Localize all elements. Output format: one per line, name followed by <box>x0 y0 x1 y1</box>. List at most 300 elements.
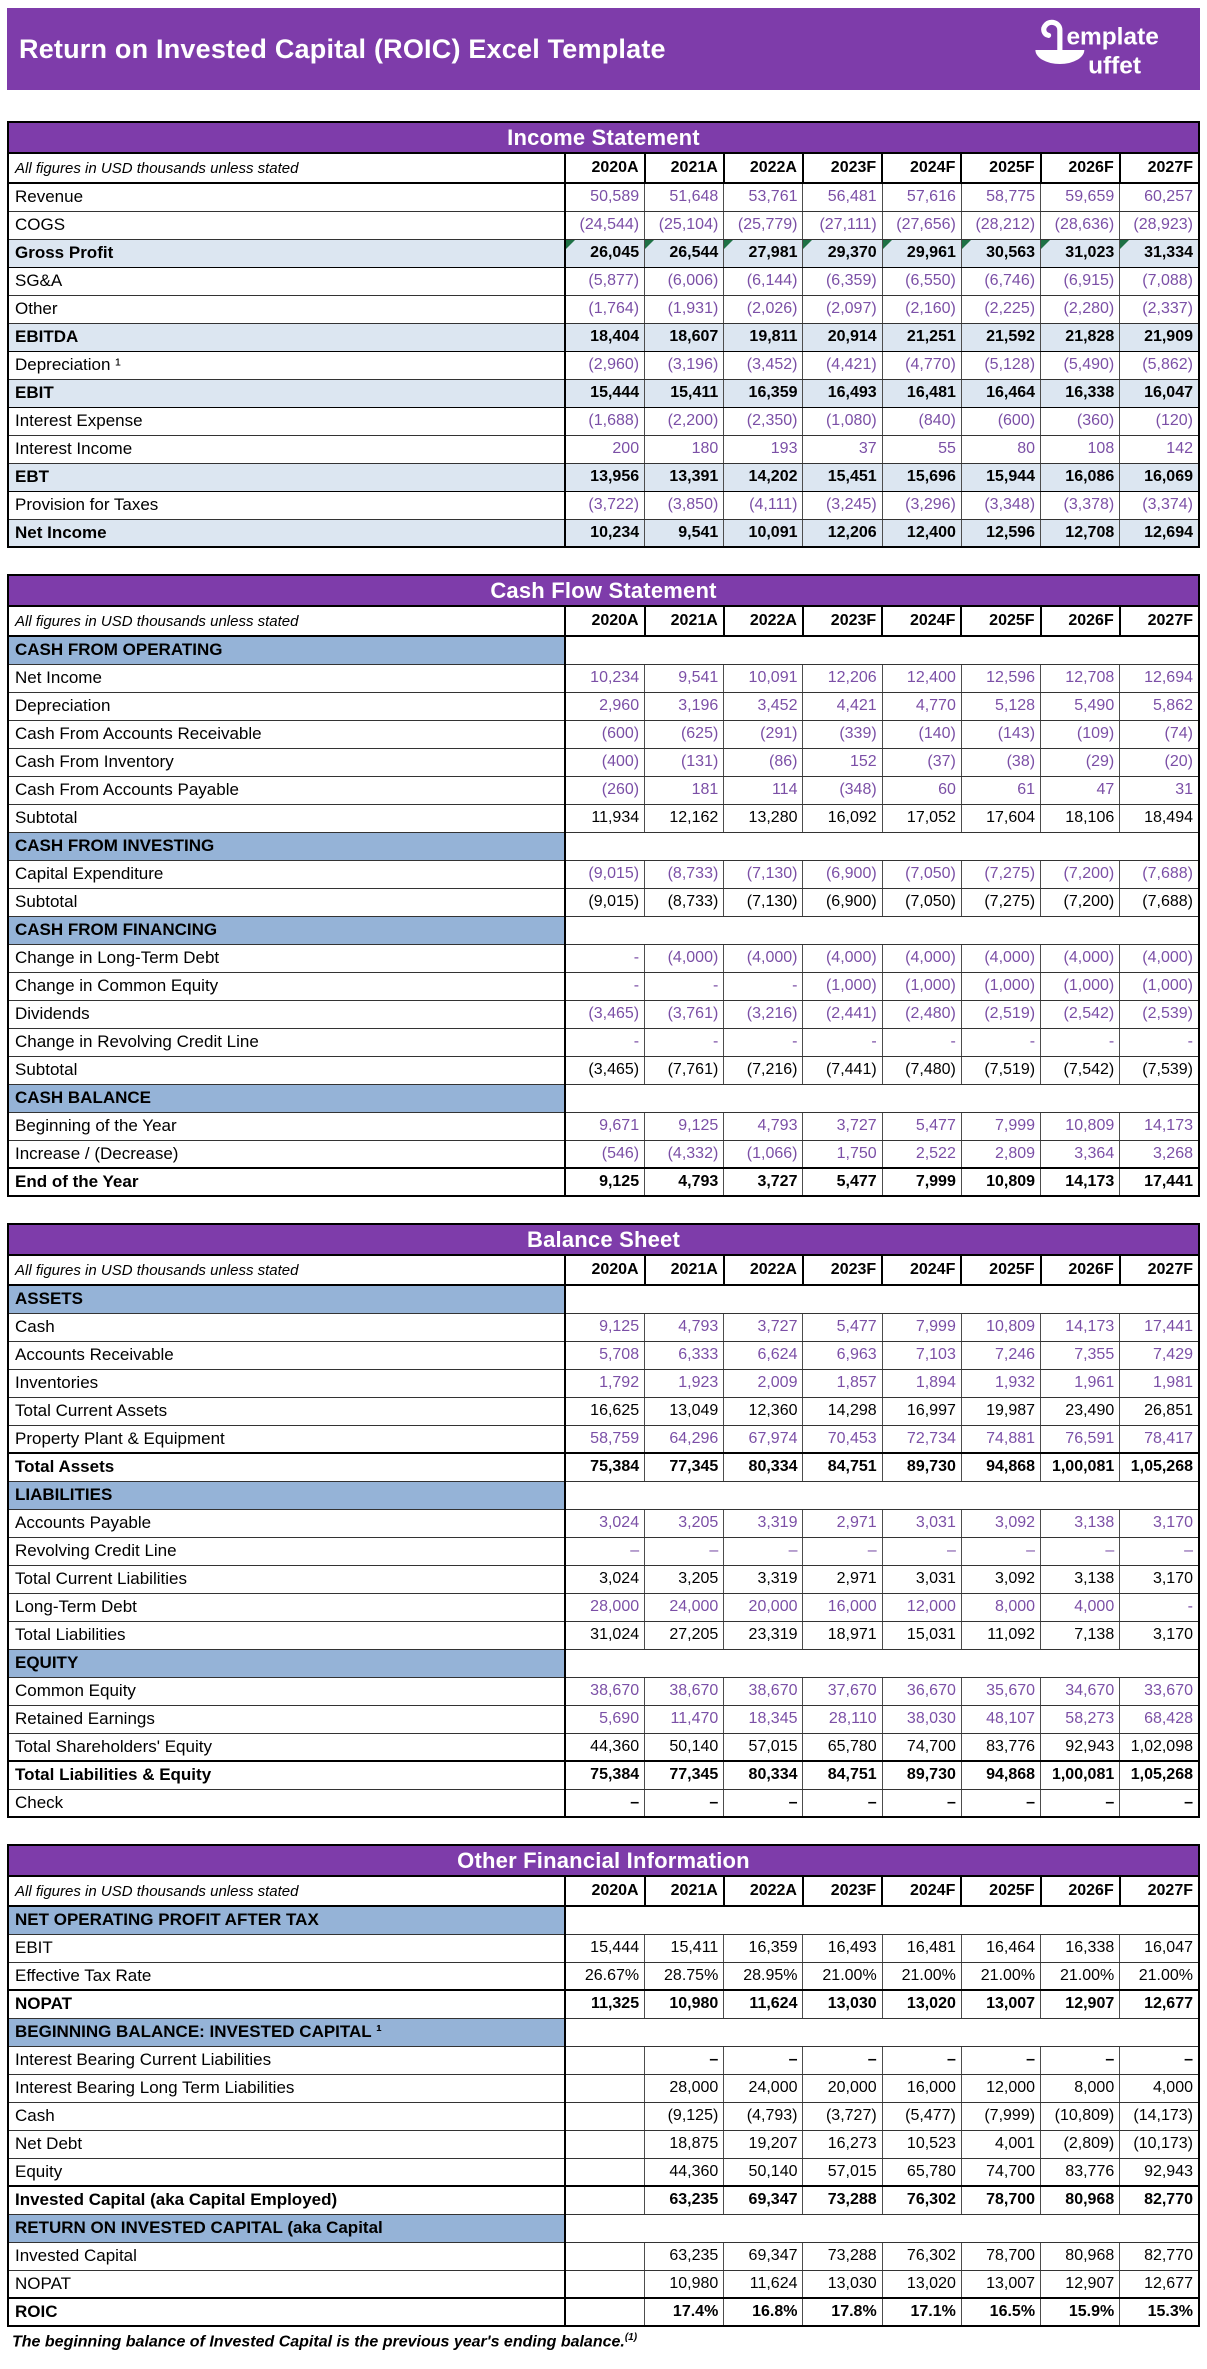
year-column-header[interactable]: 2023F <box>803 1876 882 1906</box>
value-cell[interactable]: 18,607 <box>645 323 724 351</box>
value-cell[interactable]: 14,173 <box>1041 1313 1120 1341</box>
value-cell[interactable]: 82,770 <box>1120 2242 1199 2270</box>
value-cell[interactable]: 78,700 <box>961 2186 1040 2214</box>
year-column-header[interactable]: 2023F <box>803 606 882 636</box>
row-label[interactable]: Total Shareholders' Equity <box>8 1733 565 1761</box>
value-cell[interactable]: (7,275) <box>961 860 1040 888</box>
value-cell[interactable]: 11,624 <box>724 2270 803 2298</box>
value-cell[interactable]: 1,857 <box>803 1369 882 1397</box>
value-cell[interactable]: 31 <box>1120 776 1199 804</box>
value-cell[interactable]: 7,103 <box>882 1341 961 1369</box>
value-cell[interactable]: 51,648 <box>645 183 724 211</box>
value-cell[interactable]: - <box>565 1028 644 1056</box>
value-cell[interactable]: 78,417 <box>1120 1425 1199 1453</box>
value-cell[interactable]: 152 <box>803 748 882 776</box>
value-cell[interactable]: 12,677 <box>1120 1990 1199 2018</box>
value-cell[interactable]: 28,110 <box>803 1705 882 1733</box>
value-cell[interactable]: 15,444 <box>565 379 644 407</box>
value-cell[interactable]: 26,045 <box>565 239 644 267</box>
row-label[interactable]: CASH FROM OPERATING <box>8 636 565 664</box>
value-cell[interactable]: (4,793) <box>724 2102 803 2130</box>
value-cell[interactable]: 15,411 <box>645 1934 724 1962</box>
year-column-header[interactable]: 2025F <box>961 1255 1040 1285</box>
value-cell[interactable]: (8,733) <box>645 888 724 916</box>
value-cell[interactable]: 74,881 <box>961 1425 1040 1453</box>
value-cell[interactable]: 1,792 <box>565 1369 644 1397</box>
value-cell[interactable]: 1,05,268 <box>1120 1761 1199 1789</box>
value-cell[interactable]: 5,477 <box>803 1313 882 1341</box>
value-cell[interactable]: (74) <box>1120 720 1199 748</box>
year-column-header[interactable]: 2022A <box>724 1876 803 1906</box>
row-label[interactable]: Revenue <box>8 183 565 211</box>
value-cell[interactable]: 5,490 <box>1041 692 1120 720</box>
value-cell[interactable]: (4,000) <box>961 944 1040 972</box>
value-cell[interactable]: 5,708 <box>565 1341 644 1369</box>
value-cell[interactable]: 3,727 <box>803 1112 882 1140</box>
value-cell[interactable]: (109) <box>1041 720 1120 748</box>
row-label[interactable]: Beginning of the Year <box>8 1112 565 1140</box>
row-label[interactable]: Cash From Accounts Payable <box>8 776 565 804</box>
value-cell[interactable]: (2,280) <box>1041 295 1120 323</box>
value-cell[interactable]: 60 <box>882 776 961 804</box>
value-cell[interactable]: (1,080) <box>803 407 882 435</box>
row-label[interactable]: EBITDA <box>8 323 565 351</box>
value-cell[interactable]: 4,770 <box>882 692 961 720</box>
value-cell[interactable]: 3,452 <box>724 692 803 720</box>
value-cell[interactable]: 55 <box>882 435 961 463</box>
year-column-header[interactable]: 2027F <box>1120 1876 1199 1906</box>
value-cell[interactable]: 12,360 <box>724 1397 803 1425</box>
value-cell[interactable]: 36,670 <box>882 1677 961 1705</box>
value-cell[interactable]: 70,453 <box>803 1425 882 1453</box>
value-cell[interactable]: (4,000) <box>803 944 882 972</box>
value-cell[interactable]: – <box>645 2046 724 2074</box>
value-cell[interactable]: (546) <box>565 1140 644 1168</box>
row-label[interactable]: Check <box>8 1789 565 1817</box>
value-cell[interactable]: 38,670 <box>724 1677 803 1705</box>
value-cell[interactable]: 17,441 <box>1120 1168 1199 1196</box>
value-cell[interactable]: (840) <box>882 407 961 435</box>
value-cell[interactable]: (140) <box>882 720 961 748</box>
row-label[interactable]: CASH FROM INVESTING <box>8 832 565 860</box>
value-cell[interactable]: 3,364 <box>1041 1140 1120 1168</box>
value-cell[interactable]: 74,700 <box>882 1733 961 1761</box>
value-cell[interactable]: (24,544) <box>565 211 644 239</box>
value-cell[interactable]: 21.00% <box>1120 1962 1199 1990</box>
value-cell[interactable]: – <box>882 1789 961 1817</box>
value-cell[interactable]: (2,026) <box>724 295 803 323</box>
value-cell[interactable]: 77,345 <box>645 1761 724 1789</box>
value-cell[interactable]: - <box>1120 1028 1199 1056</box>
value-cell[interactable]: 12,596 <box>961 664 1040 692</box>
row-label[interactable]: Gross Profit <box>8 239 565 267</box>
value-cell[interactable]: 60,257 <box>1120 183 1199 211</box>
value-cell[interactable]: 12,907 <box>1041 1990 1120 2018</box>
value-cell[interactable]: (2,350) <box>724 407 803 435</box>
value-cell[interactable]: 23,319 <box>724 1621 803 1649</box>
value-cell[interactable]: 7,999 <box>882 1313 961 1341</box>
value-cell[interactable]: (600) <box>565 720 644 748</box>
value-cell[interactable]: 180 <box>645 435 724 463</box>
value-cell[interactable]: (14,173) <box>1120 2102 1199 2130</box>
value-cell[interactable]: 31,023 <box>1041 239 1120 267</box>
value-cell[interactable]: 2,971 <box>803 1565 882 1593</box>
row-label[interactable]: LIABILITIES <box>8 1481 565 1509</box>
row-label[interactable]: EBIT <box>8 1934 565 1962</box>
row-label[interactable]: Total Assets <box>8 1453 565 1481</box>
value-cell[interactable]: - <box>1120 1593 1199 1621</box>
value-cell[interactable]: (3,196) <box>645 351 724 379</box>
year-column-header[interactable]: 2027F <box>1120 1255 1199 1285</box>
row-label[interactable]: Inventories <box>8 1369 565 1397</box>
value-cell[interactable]: 13,030 <box>803 1990 882 2018</box>
value-cell[interactable]: 35,670 <box>961 1677 1040 1705</box>
row-label[interactable]: Effective Tax Rate <box>8 1962 565 1990</box>
value-cell[interactable]: 50,589 <box>565 183 644 211</box>
row-label[interactable]: Other <box>8 295 565 323</box>
value-cell[interactable]: 20,914 <box>803 323 882 351</box>
value-cell[interactable]: 12,694 <box>1120 664 1199 692</box>
value-cell[interactable]: 17,052 <box>882 804 961 832</box>
value-cell[interactable]: 7,999 <box>961 1112 1040 1140</box>
value-cell[interactable]: - <box>565 944 644 972</box>
value-cell[interactable]: 17.1% <box>882 2298 961 2326</box>
row-label[interactable]: Subtotal <box>8 1056 565 1084</box>
row-label[interactable]: Cash From Accounts Receivable <box>8 720 565 748</box>
value-cell[interactable]: 1,05,268 <box>1120 1453 1199 1481</box>
value-cell[interactable]: (360) <box>1041 407 1120 435</box>
value-cell[interactable]: (86) <box>724 748 803 776</box>
value-cell[interactable]: - <box>1041 1028 1120 1056</box>
row-label[interactable]: COGS <box>8 211 565 239</box>
value-cell[interactable]: 3,138 <box>1041 1509 1120 1537</box>
row-label[interactable]: Revolving Credit Line <box>8 1537 565 1565</box>
value-cell[interactable]: 84,751 <box>803 1761 882 1789</box>
value-cell[interactable]: 1,932 <box>961 1369 1040 1397</box>
value-cell[interactable]: (1,764) <box>565 295 644 323</box>
value-cell[interactable]: 13,280 <box>724 804 803 832</box>
value-cell[interactable]: (120) <box>1120 407 1199 435</box>
year-column-header[interactable]: 2024F <box>882 1876 961 1906</box>
value-cell[interactable]: 59,659 <box>1041 183 1120 211</box>
value-cell[interactable]: 16,625 <box>565 1397 644 1425</box>
value-cell[interactable]: 16,338 <box>1041 1934 1120 1962</box>
year-column-header[interactable]: 2027F <box>1120 606 1199 636</box>
value-cell[interactable]: 37 <box>803 435 882 463</box>
value-cell[interactable]: 76,591 <box>1041 1425 1120 1453</box>
value-cell[interactable]: (6,144) <box>724 267 803 295</box>
value-cell[interactable]: (7,088) <box>1120 267 1199 295</box>
year-column-header[interactable]: 2020A <box>565 606 644 636</box>
value-cell[interactable]: 30,563 <box>961 239 1040 267</box>
value-cell[interactable]: 82,770 <box>1120 2186 1199 2214</box>
value-cell[interactable]: 12,907 <box>1041 2270 1120 2298</box>
value-cell[interactable]: (7,216) <box>724 1056 803 1084</box>
row-label[interactable]: Net Income <box>8 664 565 692</box>
value-cell[interactable]: – <box>803 2046 882 2074</box>
row-label[interactable]: Change in Revolving Credit Line <box>8 1028 565 1056</box>
value-cell[interactable]: - <box>724 972 803 1000</box>
value-cell[interactable] <box>565 2298 644 2326</box>
value-cell[interactable]: 38,670 <box>645 1677 724 1705</box>
value-cell[interactable]: 6,624 <box>724 1341 803 1369</box>
value-cell[interactable]: 5,862 <box>1120 692 1199 720</box>
year-column-header[interactable]: 2025F <box>961 606 1040 636</box>
value-cell[interactable]: 16.8% <box>724 2298 803 2326</box>
value-cell[interactable] <box>565 2102 644 2130</box>
value-cell[interactable] <box>565 2242 644 2270</box>
value-cell[interactable]: (7,130) <box>724 860 803 888</box>
value-cell[interactable]: 1,00,081 <box>1041 1761 1120 1789</box>
row-label[interactable]: Interest Bearing Current Liabilities <box>8 2046 565 2074</box>
value-cell[interactable]: (2,519) <box>961 1000 1040 1028</box>
value-cell[interactable]: 7,999 <box>882 1168 961 1196</box>
value-cell[interactable]: (5,490) <box>1041 351 1120 379</box>
value-cell[interactable]: 19,987 <box>961 1397 1040 1425</box>
value-cell[interactable]: 21.00% <box>1041 1962 1120 1990</box>
value-cell[interactable]: 16,338 <box>1041 379 1120 407</box>
value-cell[interactable]: (3,374) <box>1120 491 1199 519</box>
value-cell[interactable]: (7,761) <box>645 1056 724 1084</box>
value-cell[interactable]: 13,007 <box>961 2270 1040 2298</box>
value-cell[interactable]: 11,934 <box>565 804 644 832</box>
row-label[interactable]: BEGINNING BALANCE: INVESTED CAPITAL ¹ <box>8 2018 565 2046</box>
value-cell[interactable]: 15,444 <box>565 1934 644 1962</box>
value-cell[interactable]: 13,020 <box>882 1990 961 2018</box>
value-cell[interactable]: 24,000 <box>645 1593 724 1621</box>
value-cell[interactable]: 4,793 <box>645 1313 724 1341</box>
value-cell[interactable]: 3,024 <box>565 1565 644 1593</box>
row-label[interactable]: Subtotal <box>8 804 565 832</box>
value-cell[interactable]: 18,971 <box>803 1621 882 1649</box>
value-cell[interactable]: (5,477) <box>882 2102 961 2130</box>
year-column-header[interactable]: 2025F <box>961 153 1040 183</box>
row-label[interactable]: Common Equity <box>8 1677 565 1705</box>
value-cell[interactable]: 10,980 <box>645 1990 724 2018</box>
value-cell[interactable]: (7,688) <box>1120 888 1199 916</box>
value-cell[interactable]: 7,429 <box>1120 1341 1199 1369</box>
value-cell[interactable]: (131) <box>645 748 724 776</box>
value-cell[interactable]: (4,000) <box>1041 944 1120 972</box>
value-cell[interactable]: 57,015 <box>724 1733 803 1761</box>
value-cell[interactable]: 10,809 <box>961 1313 1040 1341</box>
value-cell[interactable]: (4,000) <box>645 944 724 972</box>
value-cell[interactable]: 14,202 <box>724 463 803 491</box>
value-cell[interactable]: 14,173 <box>1041 1168 1120 1196</box>
value-cell[interactable]: 89,730 <box>882 1453 961 1481</box>
year-column-header[interactable]: 2026F <box>1041 606 1120 636</box>
value-cell[interactable]: 16.5% <box>961 2298 1040 2326</box>
value-cell[interactable]: 15,451 <box>803 463 882 491</box>
year-column-header[interactable]: 2021A <box>645 606 724 636</box>
value-cell[interactable]: 31,334 <box>1120 239 1199 267</box>
value-cell[interactable]: (3,245) <box>803 491 882 519</box>
value-cell[interactable]: 23,490 <box>1041 1397 1120 1425</box>
value-cell[interactable]: (9,125) <box>645 2102 724 2130</box>
value-cell[interactable]: 3,319 <box>724 1509 803 1537</box>
value-cell[interactable]: 20,000 <box>724 1593 803 1621</box>
value-cell[interactable]: 3,092 <box>961 1565 1040 1593</box>
value-cell[interactable]: (6,900) <box>803 860 882 888</box>
value-cell[interactable]: 34,670 <box>1041 1677 1120 1705</box>
value-cell[interactable]: 3,031 <box>882 1509 961 1537</box>
value-cell[interactable]: 3,170 <box>1120 1565 1199 1593</box>
value-cell[interactable]: (27,111) <box>803 211 882 239</box>
value-cell[interactable]: 21,828 <box>1041 323 1120 351</box>
value-cell[interactable]: – <box>1041 1537 1120 1565</box>
value-cell[interactable]: 17.4% <box>645 2298 724 2326</box>
value-cell[interactable]: (2,960) <box>565 351 644 379</box>
value-cell[interactable]: 80,334 <box>724 1453 803 1481</box>
value-cell[interactable]: (7,130) <box>724 888 803 916</box>
row-label[interactable]: Equity <box>8 2158 565 2186</box>
value-cell[interactable]: 63,235 <box>645 2186 724 2214</box>
row-label[interactable]: Net Debt <box>8 2130 565 2158</box>
value-cell[interactable]: (3,348) <box>961 491 1040 519</box>
value-cell[interactable]: 10,980 <box>645 2270 724 2298</box>
value-cell[interactable]: 3,092 <box>961 1509 1040 1537</box>
value-cell[interactable]: 69,347 <box>724 2242 803 2270</box>
year-column-header[interactable]: 2020A <box>565 153 644 183</box>
value-cell[interactable]: 12,596 <box>961 519 1040 547</box>
year-column-header[interactable]: 2022A <box>724 1255 803 1285</box>
value-cell[interactable]: 18,875 <box>645 2130 724 2158</box>
row-label[interactable]: Capital Expenditure <box>8 860 565 888</box>
value-cell[interactable]: 3,196 <box>645 692 724 720</box>
row-label[interactable]: EBIT <box>8 379 565 407</box>
value-cell[interactable]: 16,273 <box>803 2130 882 2158</box>
value-cell[interactable]: (4,111) <box>724 491 803 519</box>
value-cell[interactable]: (3,216) <box>724 1000 803 1028</box>
value-cell[interactable]: 57,616 <box>882 183 961 211</box>
value-cell[interactable]: 17,604 <box>961 804 1040 832</box>
value-cell[interactable]: 7,138 <box>1041 1621 1120 1649</box>
value-cell[interactable]: (7,275) <box>961 888 1040 916</box>
value-cell[interactable]: 9,125 <box>645 1112 724 1140</box>
year-column-header[interactable]: 2023F <box>803 1255 882 1285</box>
value-cell[interactable]: 200 <box>565 435 644 463</box>
value-cell[interactable]: (3,850) <box>645 491 724 519</box>
value-cell[interactable]: 58,759 <box>565 1425 644 1453</box>
value-cell[interactable]: - <box>803 1028 882 1056</box>
value-cell[interactable]: 15,944 <box>961 463 1040 491</box>
value-cell[interactable]: (38) <box>961 748 1040 776</box>
value-cell[interactable]: 15,696 <box>882 463 961 491</box>
row-label[interactable]: SG&A <box>8 267 565 295</box>
row-label[interactable]: NOPAT <box>8 2270 565 2298</box>
value-cell[interactable]: 11,470 <box>645 1705 724 1733</box>
value-cell[interactable]: – <box>724 1537 803 1565</box>
value-cell[interactable]: (37) <box>882 748 961 776</box>
value-cell[interactable]: 94,868 <box>961 1761 1040 1789</box>
value-cell[interactable]: 65,780 <box>803 1733 882 1761</box>
value-cell[interactable]: 9,125 <box>565 1313 644 1341</box>
value-cell[interactable]: 19,207 <box>724 2130 803 2158</box>
value-cell[interactable]: - <box>565 972 644 1000</box>
table-units-subtitle[interactable]: All figures in USD thousands unless stated <box>8 606 565 636</box>
value-cell[interactable]: 80 <box>961 435 1040 463</box>
value-cell[interactable]: 10,234 <box>565 519 644 547</box>
value-cell[interactable]: (1,688) <box>565 407 644 435</box>
value-cell[interactable]: 21,251 <box>882 323 961 351</box>
value-cell[interactable]: 3,205 <box>645 1509 724 1537</box>
value-cell[interactable] <box>565 2130 644 2158</box>
row-label[interactable]: CASH BALANCE <box>8 1084 565 1112</box>
value-cell[interactable]: 58,273 <box>1041 1705 1120 1733</box>
value-cell[interactable]: (2,480) <box>882 1000 961 1028</box>
row-label[interactable]: Cash <box>8 2102 565 2130</box>
row-label[interactable]: EQUITY <box>8 1649 565 1677</box>
value-cell[interactable]: 27,981 <box>724 239 803 267</box>
value-cell[interactable]: 10,091 <box>724 519 803 547</box>
value-cell[interactable]: - <box>645 972 724 1000</box>
value-cell[interactable]: 13,391 <box>645 463 724 491</box>
value-cell[interactable]: – <box>724 2046 803 2074</box>
value-cell[interactable]: 83,776 <box>961 1733 1040 1761</box>
value-cell[interactable]: 50,140 <box>645 1733 724 1761</box>
value-cell[interactable]: – <box>803 1537 882 1565</box>
value-cell[interactable]: (143) <box>961 720 1040 748</box>
value-cell[interactable]: 68,428 <box>1120 1705 1199 1733</box>
value-cell[interactable]: 2,971 <box>803 1509 882 1537</box>
value-cell[interactable]: 12,677 <box>1120 2270 1199 2298</box>
value-cell[interactable]: 75,384 <box>565 1453 644 1481</box>
value-cell[interactable]: 17.8% <box>803 2298 882 2326</box>
value-cell[interactable]: – <box>961 1789 1040 1817</box>
value-cell[interactable]: 94,868 <box>961 1453 1040 1481</box>
value-cell[interactable]: 10,523 <box>882 2130 961 2158</box>
value-cell[interactable]: (260) <box>565 776 644 804</box>
value-cell[interactable]: (7,519) <box>961 1056 1040 1084</box>
value-cell[interactable]: (7,480) <box>882 1056 961 1084</box>
value-cell[interactable]: 20,000 <box>803 2074 882 2102</box>
value-cell[interactable]: 27,205 <box>645 1621 724 1649</box>
value-cell[interactable]: 4,001 <box>961 2130 1040 2158</box>
value-cell[interactable]: 48,107 <box>961 1705 1040 1733</box>
row-label[interactable]: Depreciation <box>8 692 565 720</box>
value-cell[interactable]: 28,000 <box>645 2074 724 2102</box>
value-cell[interactable]: 10,809 <box>961 1168 1040 1196</box>
value-cell[interactable]: (7,999) <box>961 2102 1040 2130</box>
value-cell[interactable]: 5,477 <box>803 1168 882 1196</box>
value-cell[interactable]: (28,212) <box>961 211 1040 239</box>
value-cell[interactable]: - <box>882 1028 961 1056</box>
value-cell[interactable]: 38,030 <box>882 1705 961 1733</box>
value-cell[interactable]: 4,793 <box>724 1112 803 1140</box>
value-cell[interactable]: 16,493 <box>803 1934 882 1962</box>
value-cell[interactable]: 2,009 <box>724 1369 803 1397</box>
year-column-header[interactable]: 2026F <box>1041 1255 1120 1285</box>
value-cell[interactable]: 1,00,081 <box>1041 1453 1120 1481</box>
value-cell[interactable]: (7,688) <box>1120 860 1199 888</box>
value-cell[interactable]: (291) <box>724 720 803 748</box>
value-cell[interactable]: (7,542) <box>1041 1056 1120 1084</box>
value-cell[interactable]: (4,000) <box>882 944 961 972</box>
value-cell[interactable]: 33,670 <box>1120 1677 1199 1705</box>
value-cell[interactable]: – <box>882 1537 961 1565</box>
value-cell[interactable]: 44,360 <box>565 1733 644 1761</box>
value-cell[interactable]: 18,106 <box>1041 804 1120 832</box>
value-cell[interactable]: (3,465) <box>565 1056 644 1084</box>
value-cell[interactable]: 7,355 <box>1041 1341 1120 1369</box>
value-cell[interactable]: 16,464 <box>961 379 1040 407</box>
value-cell[interactable]: 16,000 <box>882 2074 961 2102</box>
value-cell[interactable]: (1,066) <box>724 1140 803 1168</box>
value-cell[interactable]: 73,288 <box>803 2186 882 2214</box>
value-cell[interactable]: (600) <box>961 407 1040 435</box>
value-cell[interactable]: 16,481 <box>882 1934 961 1962</box>
row-label[interactable]: End of the Year <box>8 1168 565 1196</box>
